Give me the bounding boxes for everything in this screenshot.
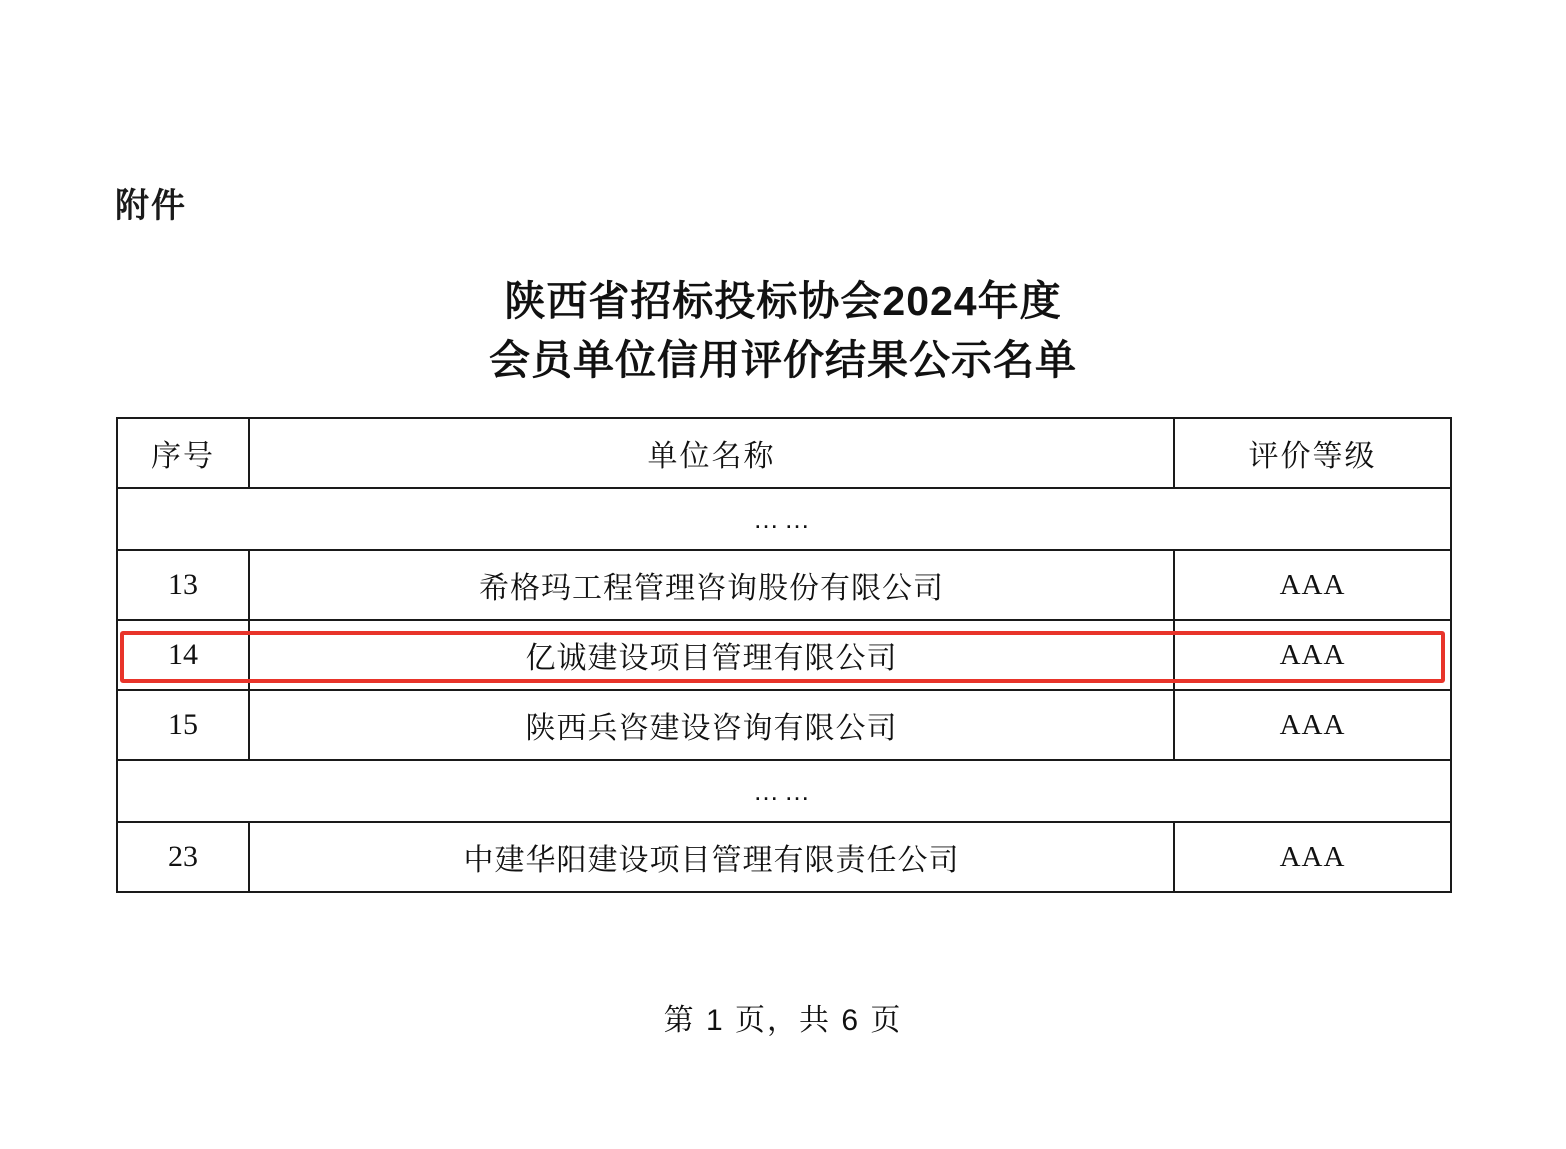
table-row [117,822,1451,892]
page-footer: 第 1 页，共 6 页 [663,1004,903,1037]
attachment-label: 附件 [115,187,187,225]
table-ellipsis-row [117,488,1451,550]
row-grade: AAA [1174,822,1451,892]
row-index: 23 [117,822,249,892]
row-unit-name: 亿诚建设项目管理有限公司 [249,620,1174,690]
row-index: 15 [117,690,249,760]
row-unit-name: 希格玛工程管理咨询股份有限公司 [249,550,1174,620]
column-header-index: 序号 [117,418,249,488]
table-row [117,550,1451,620]
row-grade: AAA [1174,690,1451,760]
row-grade: AAA [1174,620,1451,690]
column-header-unit-name: 单位名称 [249,418,1174,488]
credit-rating-table [116,417,1452,893]
ellipsis-text: …… [117,488,1451,550]
row-unit-name: 中建华阳建设项目管理有限责任公司 [249,822,1174,892]
table-header-row [117,418,1451,488]
title-line-2: 会员单位信用评价结果公示名单 [489,337,1077,384]
column-header-grade: 评价等级 [1174,418,1451,488]
ellipsis-text: …… [117,760,1451,822]
row-grade: AAA [1174,550,1451,620]
title-line-1: 陕西省招标投标协会2024年度 [504,278,1062,324]
table-row [117,690,1451,760]
page-title [115,272,1451,391]
table-ellipsis-row [117,760,1451,822]
table-row-highlighted [117,620,1451,690]
row-index: 14 [117,620,249,690]
row-unit-name: 陕西兵咨建设咨询有限公司 [249,690,1174,760]
row-index: 13 [117,550,249,620]
